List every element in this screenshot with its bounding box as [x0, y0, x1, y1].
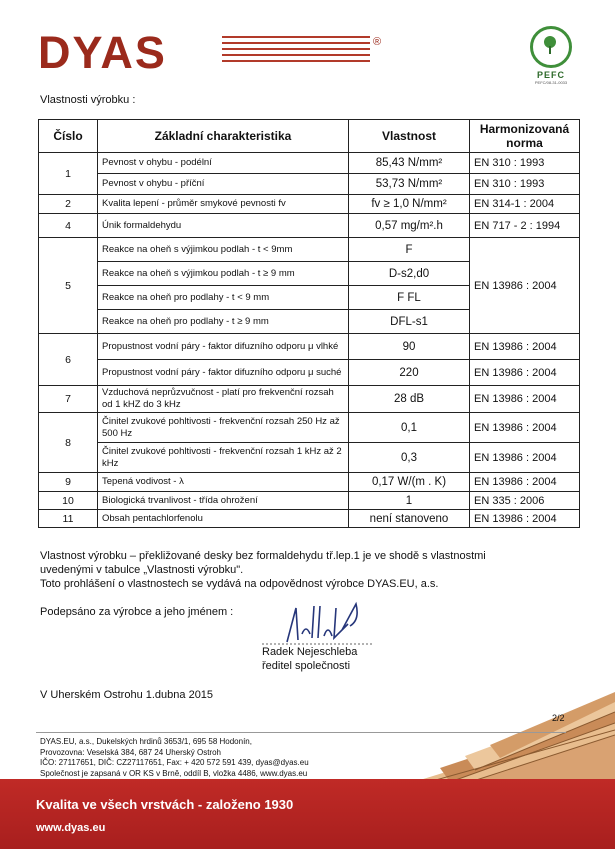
row-characteristic: Reakce na oheň pro podlahy - t < 9 mm — [98, 286, 349, 310]
signer-block — [262, 645, 357, 673]
row-number: 11 — [39, 510, 98, 528]
table-row — [39, 386, 580, 413]
row-characteristic: Reakce na oheň pro podlahy - t ≥ 9 mm — [98, 310, 349, 334]
pefc-label: PEFC — [536, 70, 565, 80]
row-value: fv ≥ 1,0 N/mm² — [349, 195, 470, 214]
footer-divider — [36, 732, 566, 733]
row-value: 28 dB — [349, 386, 470, 413]
table-row — [39, 334, 580, 360]
row-norm: EN 13986 : 2004 — [470, 238, 580, 334]
row-characteristic: Propustnost vodní páry - faktor difuzního odporu μ vlhké — [98, 334, 349, 360]
table-row — [39, 214, 580, 238]
row-value: 90 — [349, 334, 470, 360]
row-norm: EN 310 : 1993 — [470, 153, 580, 174]
row-value: 1 — [349, 492, 470, 510]
company-info — [40, 737, 309, 779]
row-characteristic: Reakce na oheň s výjimkou podlah - t < 9mm — [98, 238, 349, 262]
row-number: 5 — [39, 238, 98, 334]
footer-band — [0, 779, 615, 849]
row-number: 9 — [39, 473, 98, 492]
row-norm: EN 13986 : 2004 — [470, 510, 580, 528]
row-number: 2 — [39, 195, 98, 214]
pefc-logo — [526, 26, 576, 85]
row-norm: EN 314-1 : 2004 — [470, 195, 580, 214]
row-norm: EN 310 : 1993 — [470, 174, 580, 195]
table-row — [39, 510, 580, 528]
dyas-logo: DYAS — [38, 27, 167, 78]
table-row — [39, 153, 580, 174]
row-characteristic: Pevnost v ohybu - podélní — [98, 153, 349, 174]
row-value: 0,57 mg/m².h — [349, 214, 470, 238]
row-characteristic: Biologická trvanlivost - třída ohrožení — [98, 492, 349, 510]
row-norm: EN 13986 : 2004 — [470, 386, 580, 413]
footer-slogan: Kvalita ve všech vrstvách - založeno 1930 — [36, 797, 294, 812]
pefc-tree-icon — [530, 26, 572, 68]
row-norm: EN 13986 : 2004 — [470, 443, 580, 473]
table-row — [39, 443, 580, 473]
row-characteristic: Vzduchová neprůzvučnost - platí pro frekvenční rozsah od 1 kHZ do 3 kHz — [98, 386, 349, 413]
row-characteristic: Činitel zvukové pohltivosti - frekvenční rozsah 1 kHz až 2 kHz — [98, 443, 349, 473]
company-line-4: Společnost je zapsaná v OR KS v Brně, oddíl B, vložka 4486, www.dyas.eu — [40, 768, 308, 778]
table-row — [39, 174, 580, 195]
row-value: 220 — [349, 360, 470, 386]
row-number: 10 — [39, 492, 98, 510]
row-value: 0,1 — [349, 413, 470, 443]
header-property: Vlastnost — [349, 120, 470, 153]
logo-stripes — [222, 36, 370, 76]
row-norm: EN 13986 : 2004 — [470, 334, 580, 360]
row-norm: EN 335 : 2006 — [470, 492, 580, 510]
row-value: D-s2,d0 — [349, 262, 470, 286]
registered-mark: ® — [373, 36, 382, 48]
table-row — [39, 413, 580, 443]
row-value: není stanoveno — [349, 510, 470, 528]
row-characteristic: Reakce na oheň s výjimkou podlah - t ≥ 9 mm — [98, 262, 349, 286]
statement-line-1: Vlastnost výrobku – překližované desky bez formaldehydu tř.lep.1 je ve shodě s vlastnostmi — [40, 550, 486, 562]
company-line-1: DYAS.EU, a.s., Dukelských hrdinů 3653/1, 695 58 Hodonín, — [40, 737, 252, 746]
table-row — [39, 492, 580, 510]
signed-for-label: Podepsáno za výrobce a jeho jménem : — [40, 606, 234, 618]
pefc-sub: PEFC/08-31-0033 — [534, 80, 568, 85]
row-norm: EN 13986 : 2004 — [470, 473, 580, 492]
row-value: DFL-s1 — [349, 310, 470, 334]
row-characteristic: Pevnost v ohybu - příční — [98, 174, 349, 195]
row-value: F — [349, 238, 470, 262]
row-number: 7 — [39, 386, 98, 413]
row-value: 0,3 — [349, 443, 470, 473]
signer-name: Radek Nejeschleba — [262, 646, 358, 658]
company-line-3: IČO: 27117651, DIČ: CZ27117651, Fax: + 420 572 591 439, dyas@dyas.eu — [40, 758, 309, 767]
row-norm: EN 717 - 2 : 1994 — [470, 214, 580, 238]
properties-table — [38, 119, 580, 528]
table-row — [39, 195, 580, 214]
row-characteristic: Tepená vodivost - λ — [98, 473, 349, 492]
row-value: 53,73 N/mm² — [349, 174, 470, 195]
row-characteristic: Kvalita lepení - průměr smykové pevnosti fv — [98, 195, 349, 214]
row-value: 85,43 N/mm² — [349, 153, 470, 174]
table-row — [39, 473, 580, 492]
row-number: 4 — [39, 214, 98, 238]
table-row — [39, 238, 580, 262]
header-characteristic: Základní charakteristika — [98, 120, 349, 153]
row-number: 6 — [39, 334, 98, 386]
row-number: 1 — [39, 153, 98, 195]
row-number: 8 — [39, 413, 98, 473]
table-row — [39, 360, 580, 386]
statement-line-2: uvedenými v tabulce „Vlastnosti výrobku". — [40, 564, 244, 576]
signer-role: ředitel společnosti — [262, 660, 351, 672]
row-value: F FL — [349, 286, 470, 310]
header-norm: Harmonizovaná norma — [470, 120, 580, 153]
footer-website: www.dyas.eu — [36, 822, 106, 834]
header-number: Číslo — [39, 120, 98, 153]
row-characteristic: Obsah pentachlorfenolu — [98, 510, 349, 528]
row-norm: EN 13986 : 2004 — [470, 413, 580, 443]
page-number: 2/2 — [552, 713, 565, 723]
page-subtitle: Vlastnosti výrobku : — [40, 94, 136, 106]
row-characteristic: Činitel zvukové pohltivosti - frekvenční rozsah 250 Hz až 500 Hz — [98, 413, 349, 443]
statement-line-3: Toto prohlášení o vlastnostech se vydává na odpovědnost výrobce DYAS.EU, a.s. — [40, 578, 439, 590]
company-line-2: Provozovna: Veselská 384, 687 24 Uherský Ostroh — [40, 747, 221, 757]
row-characteristic: Únik formaldehydu — [98, 214, 349, 238]
row-value: 0,17 W/(m . K) — [349, 473, 470, 492]
row-norm: EN 13986 : 2004 — [470, 360, 580, 386]
place-date: V Uherském Ostrohu 1.dubna 2015 — [40, 689, 214, 701]
row-characteristic: Propustnost vodní páry - faktor difuzního odporu μ suché — [98, 360, 349, 386]
